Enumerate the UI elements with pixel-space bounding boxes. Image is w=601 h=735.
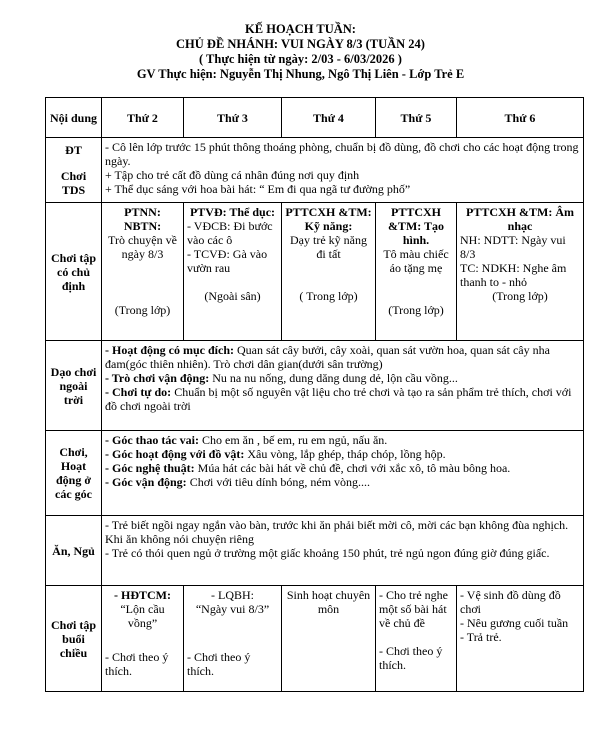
activity-extra: - Chơi theo ý thích. bbox=[105, 650, 169, 678]
table-row bbox=[46, 431, 584, 516]
dao-choi-item bbox=[105, 371, 580, 385]
table-row bbox=[46, 341, 584, 431]
cell-tue-choi-tap bbox=[184, 203, 282, 341]
activity-content: Sinh hoạt chuyên môn bbox=[286, 588, 371, 616]
activity-place: (Trong lớp) bbox=[388, 303, 444, 317]
row-label-goc: Chơi, Hoạt động ở các góc bbox=[46, 431, 102, 516]
dt-line: + Tập cho trẻ cất đồ dùng cá nhân đúng nơi quy định bbox=[105, 168, 360, 182]
row-label-dt bbox=[46, 138, 102, 203]
col-header-content: Nội dung bbox=[46, 98, 102, 138]
activity-place: (Trong lớp) bbox=[492, 289, 548, 303]
activity-place: (Ngoài sân) bbox=[204, 289, 261, 303]
cell-fri-choi-tap bbox=[457, 203, 584, 341]
activity-extra: - Chơi theo ý thích. bbox=[187, 650, 251, 678]
activity-content: “Lộn cầu vồng” bbox=[120, 602, 165, 630]
an-ngu-line: - Trẻ có thói quen ngủ ở trường một giấc khoảng 150 phút, trẻ ngủ ngon đúng giờ đúng giấc. bbox=[105, 546, 550, 560]
goc-item bbox=[105, 447, 580, 461]
item-text: Nu na nu nống, dung dăng dung dẻ, lộn cầu vồng... bbox=[209, 371, 458, 385]
doc-topic: CHỦ ĐỀ NHÁNH: VUI NGÀY 8/3 (TUẦN 24) bbox=[176, 37, 425, 51]
activity-content: “Ngày vui 8/3” bbox=[195, 602, 270, 616]
activity-content: - Cho trẻ nghe một số bài hát về chủ đề bbox=[379, 588, 448, 630]
item-heading: - Góc vận động: bbox=[105, 475, 187, 489]
activity-content: Dạy trẻ kỹ năng đi tất bbox=[290, 233, 367, 261]
activity-title: - HĐTCM: bbox=[114, 588, 171, 602]
activity-title: PTVĐ: Thể dục: bbox=[189, 205, 276, 219]
item-heading: - Góc thao tác vai: bbox=[105, 433, 199, 447]
cell-fri-chieu bbox=[457, 586, 584, 692]
activity-content: Trò chuyện về ngày 8/3 bbox=[108, 233, 177, 261]
table-header-row bbox=[46, 98, 584, 138]
table-row bbox=[46, 203, 584, 341]
activity-place: (Trong lớp) bbox=[114, 303, 171, 317]
activity-extra: - Chơi theo ý thích. bbox=[379, 644, 443, 672]
activity-content: - VĐCB: Đi bước vào các ô bbox=[187, 219, 273, 247]
activity-title: PTTCXH &TM: Kỹ năng: bbox=[285, 205, 372, 233]
dt-content bbox=[102, 138, 584, 203]
item-heading: - Chơi tự do: bbox=[105, 385, 172, 399]
activity-title: - LQBH: bbox=[211, 588, 254, 602]
row-label-dt-1: ĐT bbox=[65, 143, 82, 157]
item-text: Quan sát cây bưởi, cây xoài, quan sát vườn hoa, quan sát cây nha đam(góc thiên nhiên). Trò chơi dân gian(dưới sân trường) bbox=[105, 343, 550, 371]
activity-content: NH: NDTT: Ngày vui 8/3 bbox=[460, 233, 566, 261]
activity-content: TC: NDKH: Nghe âm thanh to - nhỏ bbox=[460, 261, 567, 289]
cell-thu-choi-tap bbox=[376, 203, 457, 341]
activity-title: PTTCXH &TM: Tạo hình. bbox=[387, 205, 445, 247]
weekly-plan-table bbox=[45, 97, 584, 692]
cell-thu-chieu bbox=[376, 586, 457, 692]
activity-content: - Nêu gương cuối tuần bbox=[460, 616, 569, 630]
goc-content bbox=[102, 431, 584, 516]
activity-title: PTTCXH &TM: Âm nhạc bbox=[466, 205, 574, 233]
table-row bbox=[46, 516, 584, 586]
col-header-mon: Thứ 2 bbox=[102, 98, 184, 138]
doc-dates: ( Thực hiện từ ngày: 2/03 - 6/03/2026 ) bbox=[199, 52, 402, 66]
row-label-chieu: Chơi tập buổi chiều bbox=[46, 586, 102, 692]
col-header-tue: Thứ 3 bbox=[184, 98, 282, 138]
row-label-dt-2: Chơi TDS bbox=[60, 169, 87, 197]
item-text: Cho em ăn , bế em, ru em ngủ, nấu ăn. bbox=[198, 433, 388, 447]
item-heading: - Góc hoạt động với đồ vật: bbox=[105, 447, 245, 461]
goc-item bbox=[105, 433, 580, 447]
col-header-fri: Thứ 6 bbox=[457, 98, 584, 138]
an-ngu-line: - Trẻ biết ngồi ngay ngắn vào bàn, trước khi ăn phải biết mời cô, mời các bạn không đùa nghịch. Khi ăn không nói chuyện riêng bbox=[105, 518, 569, 546]
dao-choi-item bbox=[105, 385, 580, 413]
dao-choi-item bbox=[105, 343, 580, 371]
doc-teachers: GV Thực hiện: Nguyễn Thị Nhung, Ngô Thị Liên - Lớp Trẻ E bbox=[136, 67, 465, 81]
dt-line: - Cô lên lớp trước 15 phút thông thoáng phòng, chuẩn bị đồ dùng, đồ chơi cho các hoạt động trong ngày. bbox=[105, 140, 579, 168]
item-heading: - Góc nghệ thuật: bbox=[105, 461, 195, 475]
activity-title: PTNN: NBTN: bbox=[123, 205, 162, 233]
goc-item bbox=[105, 475, 580, 489]
activity-content: - Trả trẻ. bbox=[460, 630, 502, 644]
cell-mon-chieu bbox=[102, 586, 184, 692]
cell-mon-choi-tap bbox=[102, 203, 184, 341]
goc-item bbox=[105, 461, 580, 475]
activity-content: - Vệ sinh đồ dùng đồ chơi bbox=[460, 588, 561, 616]
item-text: Chơi với tiêu dính bóng, ném vòng.... bbox=[186, 475, 371, 489]
activity-content: Tô màu chiếc áo tặng mẹ bbox=[383, 247, 449, 275]
activity-place: ( Trong lớp) bbox=[299, 289, 358, 303]
row-label-dao-choi: Dạo chơi ngoài trời bbox=[46, 341, 102, 431]
item-heading: - Hoạt động có mục đích: bbox=[105, 343, 234, 357]
cell-wed-choi-tap bbox=[282, 203, 376, 341]
col-header-thu: Thứ 5 bbox=[376, 98, 457, 138]
item-text: Chuẩn bị một số nguyên vật liệu cho trẻ chơi và tạo ra sản phẩm trẻ thích, chơi với đồ chơi ngoài trời bbox=[105, 385, 572, 413]
dt-line: + Thể dục sáng với hoa bài hát: “ Em đi qua ngã tư đường phố” bbox=[105, 182, 411, 196]
document-header bbox=[0, 0, 601, 82]
item-text: Xâu vòng, lắp ghép, tháp chóp, lồng hộp. bbox=[244, 447, 446, 461]
dao-choi-content bbox=[102, 341, 584, 431]
row-label-an-ngu: Ăn, Ngủ bbox=[46, 516, 102, 586]
item-heading: - Trò chơi vận động: bbox=[105, 371, 210, 385]
doc-title: KẾ HOẠCH TUẦN: bbox=[245, 22, 356, 36]
item-text: Múa hát các bài hát về chủ đề, chơi với xắc xô, tô màu bông hoa. bbox=[194, 461, 511, 475]
an-ngu-content bbox=[102, 516, 584, 586]
cell-tue-chieu bbox=[184, 586, 282, 692]
activity-content: - TCVĐ: Gà vào vườn rau bbox=[187, 247, 268, 275]
cell-wed-chieu bbox=[282, 586, 376, 692]
table-row bbox=[46, 586, 584, 692]
table-row bbox=[46, 138, 584, 203]
row-label-choi-tap: Chơi tập có chủ định bbox=[46, 203, 102, 341]
col-header-wed: Thứ 4 bbox=[282, 98, 376, 138]
